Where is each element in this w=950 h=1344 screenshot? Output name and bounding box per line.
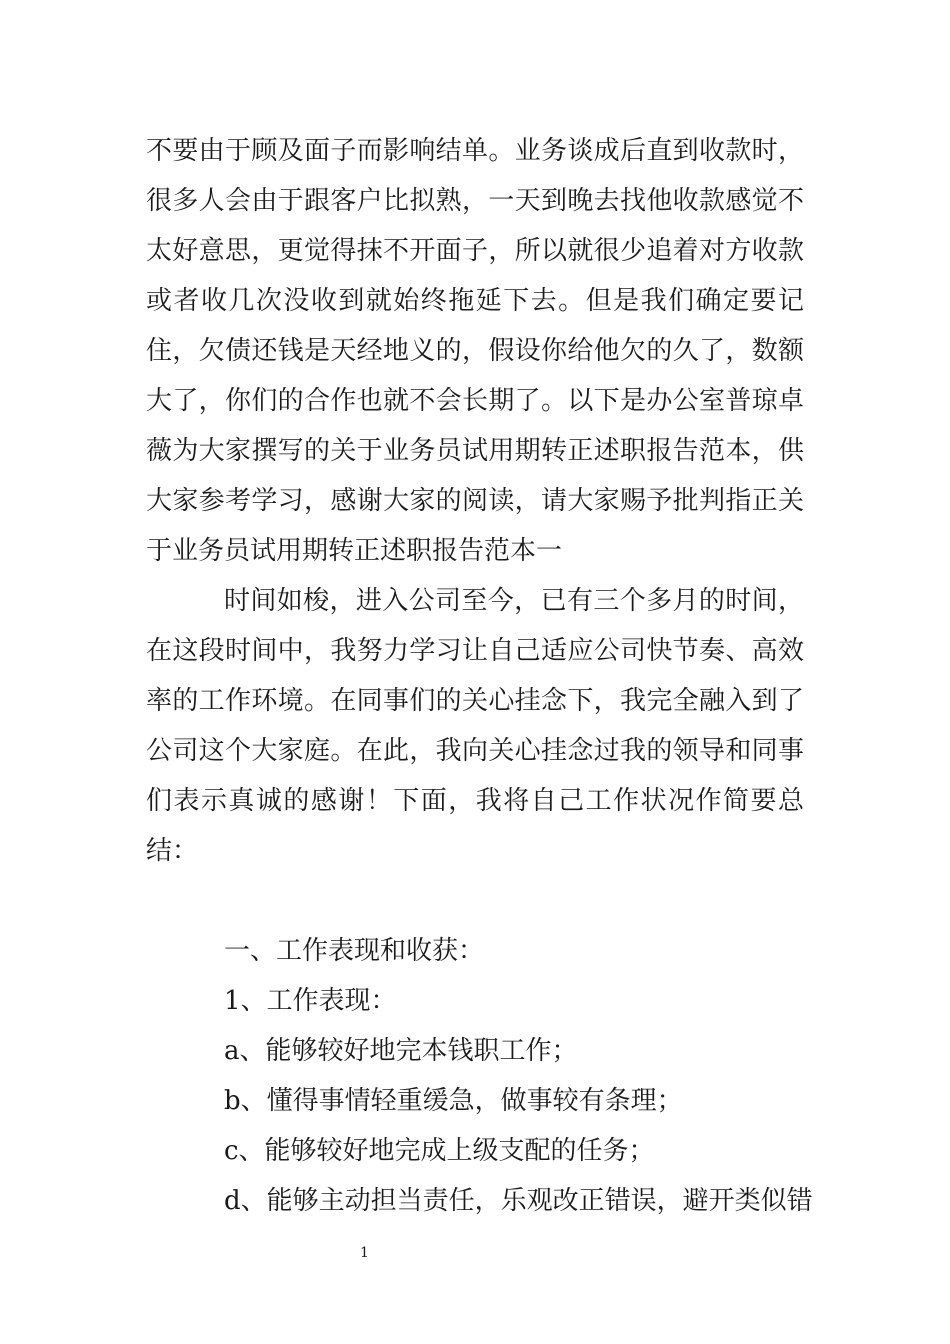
paragraph2-line-4: 公司这个大家庭。在此，我向关心挂念过我的领导和同事 (146, 736, 804, 766)
intro-line-5: 住，欠债还钱是天经地义的，假设你给他欠的久了，数额 (146, 336, 804, 366)
list-item-d: d、能够主动担当责任，乐观改正错误，避开类似错 (224, 1186, 813, 1216)
intro-line-2: 很多人会由于跟客户比拟熟，一天到晚去找他收款感觉不 (146, 186, 804, 216)
intro-line-8: 大家参考学习，感谢大家的阅读，请大家赐予批判指正关 (146, 486, 804, 516)
intro-line-7: 薇为大家撰写的关于业务员试用期转正述职报告范本，供 (146, 436, 804, 466)
subsection-heading: 1、工作表现： (224, 986, 397, 1016)
list-item-b: b、懂得事情轻重缓急，做事较有条理； (224, 1086, 683, 1116)
paragraph2-line-3: 率的工作环境。在同事们的关心挂念下，我完全融入到了 (146, 686, 804, 716)
list-item-a: a、能够较好地完本钱职工作； (224, 1036, 578, 1066)
intro-line-9: 于业务员试用期转正述职报告范本一 (146, 536, 563, 566)
intro-line-6: 大了，你们的合作也就不会长期了。以下是办公室普琼卓 (146, 386, 804, 416)
intro-line-4: 或者收几次没收到就始终拖延下去。但是我们确定要记 (146, 286, 804, 316)
paragraph2-line-6: 结： (146, 836, 199, 866)
paragraph2-line-1: 时间如梭，进入公司至今，已有三个多月的时间， (224, 586, 804, 616)
page-number: 1 (360, 1245, 369, 1261)
paragraph2-line-5: 们表示真诚的感谢！下面，我将自己工作状况作简要总 (146, 786, 804, 816)
intro-line-1: 不要由于顾及面子而影响结单。业务谈成后直到收款时， (146, 136, 804, 166)
paragraph2-line-2: 在这段时间中，我努力学习让自己适应公司快节奏、高效 (146, 636, 804, 666)
intro-line-3: 太好意思，更觉得抹不开面子，所以就很少追着对方收款 (146, 236, 804, 266)
list-item-c: c、能够较好地完成上级支配的任务； (224, 1136, 655, 1166)
section-heading: 一、工作表现和收获： (224, 936, 485, 966)
